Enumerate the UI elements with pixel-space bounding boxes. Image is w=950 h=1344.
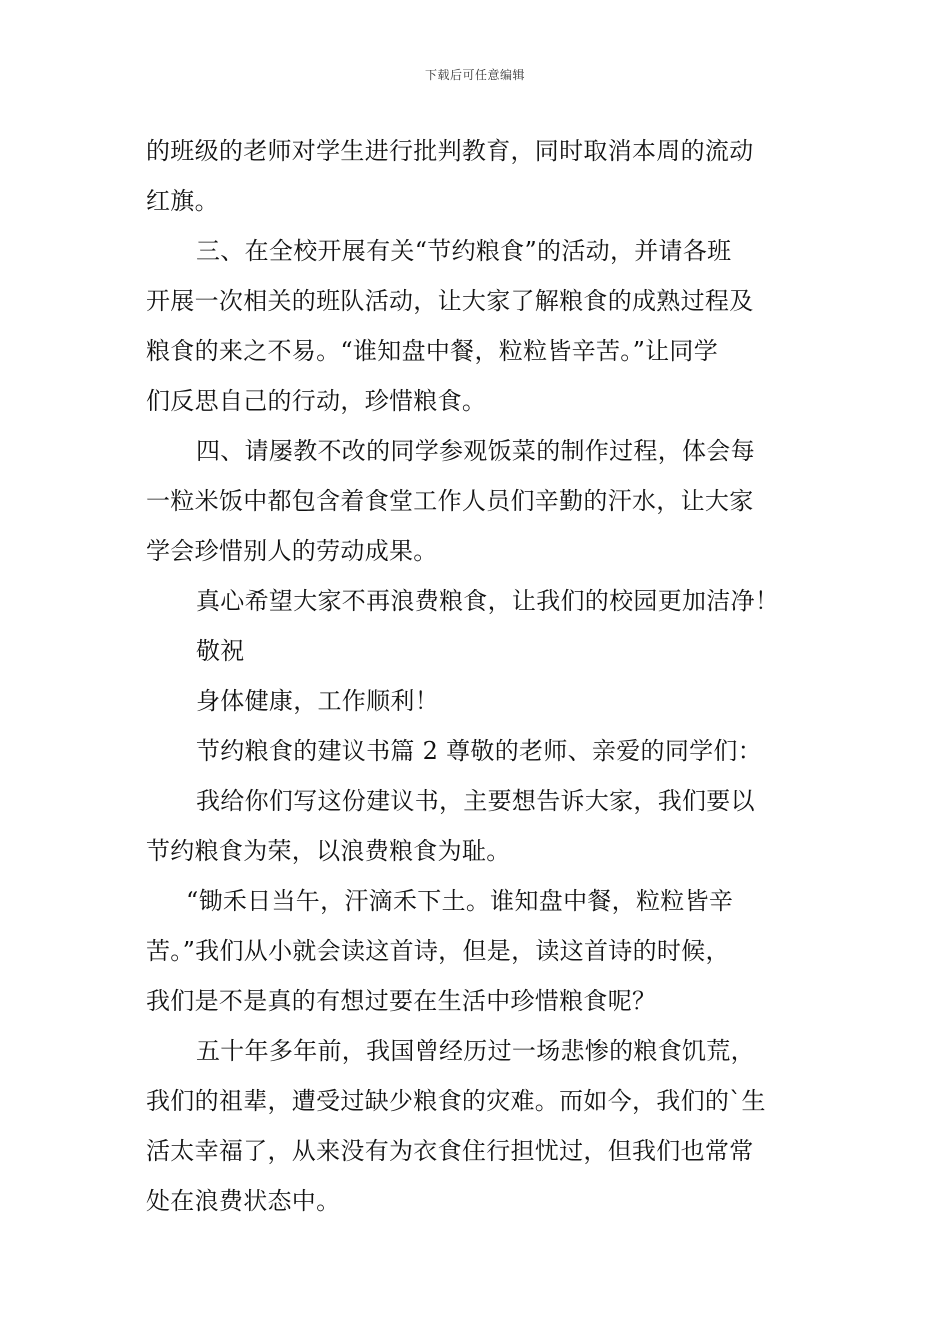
text-line: 一粒米饭中都包含着食堂工作人员们辛勤的汗水，让大家 xyxy=(146,487,754,515)
text-line: 苦。”我们从小就会读这首诗，但是，读这首诗的时候， xyxy=(146,937,730,965)
paragraph-start-line: 真心希望大家不再浪费粮食，让我们的校园更加洁净！ xyxy=(196,587,780,615)
text-line: 学会珍惜别人的劳动成果。 xyxy=(146,537,438,565)
text-line: 节约粮食为荣，以浪费粮食为耻。 xyxy=(146,837,511,865)
paragraph-start-line: 我给你们写这份建议书，主要想告诉大家，我们要以 xyxy=(196,787,755,815)
paragraph-start-line: 四、请屡教不改的同学参观饭菜的制作过程，体会每 xyxy=(196,437,755,465)
page-header: 下载后可任意编辑 xyxy=(424,68,525,82)
paragraph-start-line: 五十年多年前，我国曾经历过一场悲惨的粮食饥荒， xyxy=(196,1037,755,1065)
text-line: 们反思自己的行动，珍惜粮食。 xyxy=(146,387,487,415)
paragraph-start-line: “锄禾日当午，汗滴禾下土。谁知盘中餐，粒粒皆辛 xyxy=(186,887,734,915)
paragraph-start-line: 三、在全校开展有关“节约粮食”的活动，并请各班 xyxy=(196,237,732,265)
text-line: 我们是不是真的有想过要在生活中珍惜粮食呢？ xyxy=(146,987,657,1015)
text-line: 我们的祖辈，遭受过缺少粮食的灾难。而如今，我们的`生 xyxy=(146,1087,766,1115)
closing-wish: 身体健康，工作顺利！ xyxy=(196,687,439,715)
text-line: 活太幸福了，从来没有为衣食住行担忧过，但我们也常常 xyxy=(146,1137,754,1165)
section-heading-line: 节约粮食的建议书篇 2 尊敬的老师、亲爱的同学们： xyxy=(196,737,763,765)
text-line: 红旗。 xyxy=(146,187,219,215)
text-line: 粮食的来之不易。“谁知盘中餐，粒粒皆辛苦。”让同学 xyxy=(146,337,719,365)
document-body xyxy=(146,126,811,1226)
text-line: 开展一次相关的班队活动，让大家了解粮食的成熟过程及 xyxy=(146,287,754,315)
text-line: 处在浪费状态中。 xyxy=(146,1187,341,1215)
text-line: 的班级的老师对学生进行批判教育，同时取消本周的流动 xyxy=(146,137,754,165)
closing-salutation: 敬祝 xyxy=(196,637,245,665)
